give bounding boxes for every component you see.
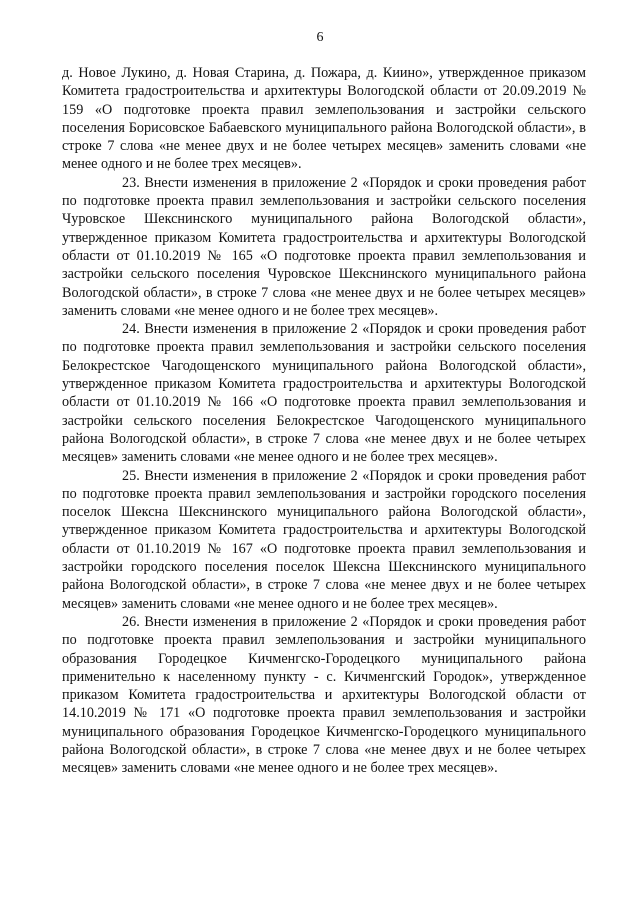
paragraph-item-25: 25. Внести изменения в приложение 2 «Порядок и сроки проведения работ по подготовке проекта правил землепользования и застройки городского поселения поселок Шексна Шекснинского муниципального района Вологодской области», утвержденное приказом Комитета градостроительства и архитектуры Вологодской области от 01.10.2019 № 167 «О подготовке проекта правил землепользования и застройки городского поселения поселок Шексна Шекснинского муниципального района Вологодской области», в строке 7 слова «не менее двух и не более четырех месяцев» заменить словами «не менее одного и не более трех месяцев».	[62, 467, 586, 612]
paragraph-continuation: д. Новое Лукино, д. Новая Старина, д. Пожара, д. Киино», утвержденное приказом Комитета градостроительства и архитектуры Вологодской области от 20.09.2019 № 159 «О подготовке проекта правил землепользования и застройки сельского поселения Борисовское Бабаевского муниципального района Вологодской области», в строке 7 слова «не менее двух и не более четырех месяцев» заменить словами «не менее одного и не более трех месяцев».	[62, 65, 586, 173]
paragraph-item-26: 26. Внести изменения в приложение 2 «Порядок и сроки проведения работ по подготовке проекта правил землепользования и застройки муниципального образования Городецкое Кичменгско-Городецкого муниципального района применительно к населенному пункту - с. Кичменгский Городок», утвержденное приказом Комитета градостроительства и архитектуры Вологодской области от 14.10.2019 № 171 «О подготовке проекта правил землепользования и застройки муниципального образования Городецкое Кичменгско-Городецкого муниципального района Вологодской области», в строке 7 слова «не менее двух и не более четырех месяцев» заменить словами «не менее одного и не более трех месяцев».	[62, 613, 586, 777]
paragraph-item-24: 24. Внести изменения в приложение 2 «Порядок и сроки проведения работ по подготовке проекта правил землепользования и застройки сельского поселения Белокрестское Чагодощенского муниципального района Вологодской области», утвержденное приказом Комитета градостроительства и архитектуры Вологодской области от 01.10.2019 № 166 «О подготовке проекта правил землепользования и застройки сельского поселения Белокрестское Чагодощенского муниципального района Вологодской области», в строке 7 слова «не менее двух и не более четырех месяцев» заменить словами «не менее одного и не более трех месяцев».	[62, 321, 586, 466]
paragraph-item-23: 23. Внести изменения в приложение 2 «Порядок и сроки проведения работ по подготовке проекта правил землепользования и застройки сельского поселения Чуровское Шекснинского муниципального района Вологодской области», утвержденное приказом Комитета градостроительства и архитектуры Вологодской области от 01.10.2019 № 165 «О подготовке проекта правил землепользования и застройки сельского поселения Чуровское Шекснинского муниципального района Вологодской области», в строке 7 слова «не менее двух и не более четырех месяцев» заменить словами «не менее одного и не более трех месяцев».	[62, 174, 586, 319]
document-body	[62, 64, 586, 778]
page-number: 6	[316, 30, 324, 45]
